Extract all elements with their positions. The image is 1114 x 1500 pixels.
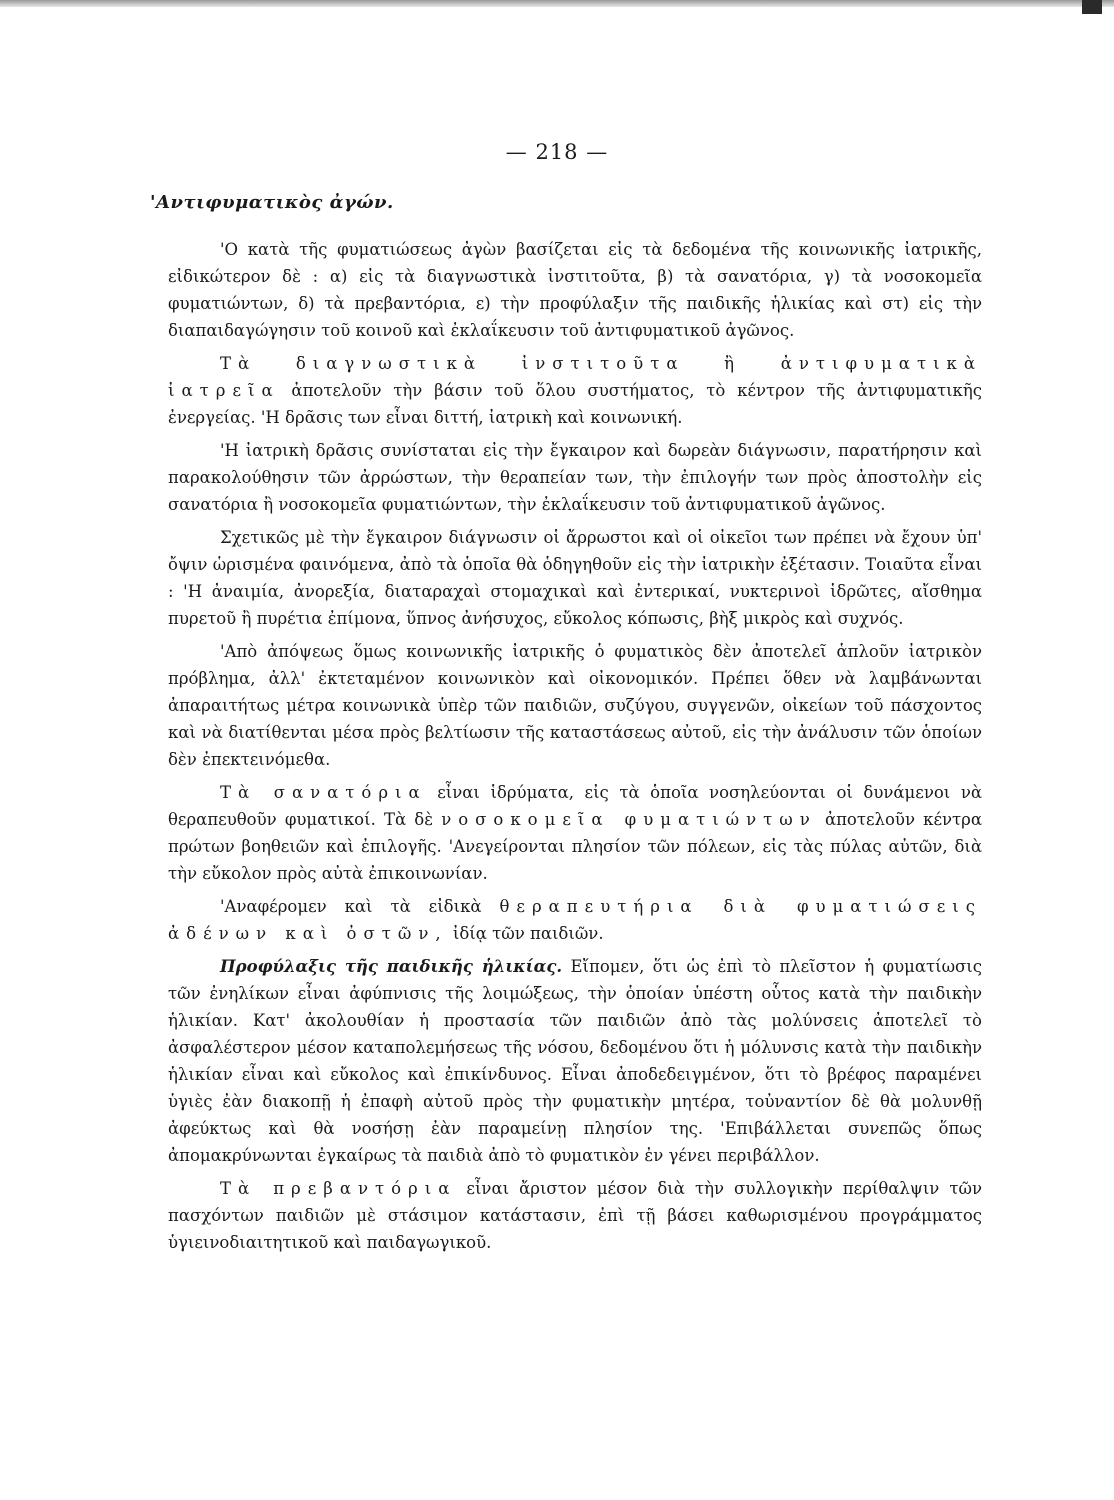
paragraph-text: ἀποτελοῦν τὴν βάσιν τοῦ ὅλου συστήματος, τὸ κέντρον τῆς ἀντιφυματικῆς ἐνεργείας. 'Η δρᾶσις των εἶναι διττή, ἰατρικὴ καὶ κοινωνική.: [168, 381, 982, 427]
paragraph-text: Σχετικῶς μὲ τὴν ἔγκαιρον διάγνωσιν οἱ ἄρρωστοι καὶ οἱ οἰκεῖοι των πρέπει νὰ ἔχουν ὑπ' ὄψιν ὡρισμένα φαινόμενα, ἀπὸ τὰ ὁποῖα θὰ ὁδηγηθοῦν εἰς τὴν ἰατρικὴν ἐξέτασιν. Τοιαῦτα εἶναι : 'Η ἀναιμία, ἀνορεξία, διαταραχαὶ στομαχικαὶ καὶ ἐντερικαί, νυκτερινοὶ ἱδρῶτες, αἴσθημα πυρετοῦ ἢ πυρέτια ἐπίμονα, ὕπνος ἀνήσυχος, εὔκολος κόπωσις, βὴξ μικρὸς καὶ συχνός.: [168, 528, 982, 628]
paragraph-childhood-prophylaxis: [168, 953, 982, 1169]
paragraph-medical-action: [168, 437, 982, 518]
scan-corner-mark: [1082, 0, 1102, 14]
section-title: 'Αντιφυματικὸς ἀγών.: [150, 192, 394, 213]
paragraph-special-clinics: [168, 893, 982, 947]
paragraph-preventoria: [168, 1175, 982, 1256]
run-in-heading: Προφύλαξις τῆς παιδικῆς ἡλικίας.: [220, 957, 563, 976]
paragraph-social-medicine: [168, 638, 982, 773]
paragraph-text: ἰδίᾳ τῶν παιδιῶν.: [447, 924, 604, 943]
spaced-term: Τὰ πρεβαντόρια: [220, 1179, 457, 1198]
paragraph-text: 'Η ἰατρικὴ δρᾶσις συνίσταται εἰς τὴν ἔγκαιρον καὶ δωρεὰν διάγνωσιν, παρατήρησιν καὶ παρακολούθησιν τῶν ἀρρώστων, τὴν θεραπείαν των, τὴν ἐπιλογήν των πρὸς ἀποστολὴν εἰς σανατόρια ἢ νοσοκομεῖα φυματιώντων, τὴν ἐκλαΐκευσιν τοῦ ἀντιφυματικοῦ ἀγῶνος.: [168, 441, 982, 514]
paragraph-text: εἶναι ἄριστον μέσον διὰ τὴν συλλογικὴν περίθαλψιν τῶν πασχόντων παιδιῶν μὲ στάσιμον κατάστασιν, ἐπὶ τῇ βάσει καθωρισμένου προγράμματος ὑγιεινοδιαιτητικοῦ καὶ παιδαγωγικοῦ.: [168, 1179, 982, 1252]
paragraph-text: 'Απὸ ἀπόψεως ὅμως κοινωνικῆς ἰατρικῆς ὁ φυματικὸς δὲν ἀποτελεῖ ἁπλοῦν ἰατρικὸν πρόβλημα, ἀλλ' ἐκτεταμένον κοινωνικὸν καὶ οἰκονομικόν. Πρέπει ὅθεν νὰ λαμβάνωνται ἀπαραιτήτως μέτρα κοινωνικὰ ὑπὲρ τῶν παιδιῶν, συζύγου, συγγενῶν, οἰκείων τοῦ πάσχοντος καὶ νὰ διατίθενται μέσα πρὸς βελτίωσιν τῆς καταστάσεως αὐτοῦ, εἰς τὴν ἀνάλυσιν τῶν ὁποίων δὲν ἐπεκτεινόμεθα.: [168, 642, 982, 769]
spaced-term: Τὰ σανατόρια: [220, 783, 427, 802]
paragraph-text: 'Ο κατὰ τῆς φυματιώσεως ἀγὼν βασίζεται εἰς τὰ δεδομένα τῆς κοινωνικῆς ἰατρικῆς, εἰδικώτερον δὲ : α) εἰς τὰ διαγνωστικὰ ἰνστιτοῦτα, β) τὰ σανατόρια, γ) τὰ νοσοκομεῖα φυματιώντων, δ) τὰ πρεβαντόρια, ε) τὴν προφύλαξιν τῆς παιδικῆς ἡλικίας καὶ στ) εἰς τὴν διαπαιδαγώγησιν τοῦ κοινοῦ καὶ ἐκλαΐκευσιν τοῦ ἀντιφυματικοῦ ἀγῶνος.: [168, 240, 982, 340]
paragraph-sanatoria: [168, 779, 982, 887]
paragraph-diagnostic-institutes: [168, 350, 982, 431]
paragraph-text: ἀποτελοῦν κέντρα πρώτων βοηθειῶν καὶ ἐπιλογῆς. 'Ανεγείρονται πλησίον τῶν πόλεων, εἰς τὰς πύλας αὐτῶν, διὰ τὴν εὔκολον πρὸς αὐτὰ ἐπικοινωνίαν.: [168, 810, 982, 883]
paragraph-text: 'Αναφέρομεν καὶ τὰ εἰδικὰ: [220, 897, 500, 916]
paragraph-text: Εἴπομεν, ὅτι ὡς ἐπὶ τὸ πλεῖστον ἡ φυματίωσις τῶν ἐνηλίκων εἶναι ἀφύπνισις τῆς λοιμώξεως, τὴν ὁποίαν ὑπέστη οὗτος κατὰ τὴν παιδικὴν ἡλικίαν. Κατ' ἀκολουθίαν ἡ προστασία τῶν παιδιῶν ἀπὸ τὰς μολύνσεις ἀποτελεῖ τὸ ἀσφαλέστερον μέσον καταπολεμήσεως τῆς νόσου, δεδομένου ὅτι ἡ μόλυνσις κατὰ τὴν παιδικὴν ἡλικίαν εἶναι καὶ εὔκολος καὶ ἐπικίνδυνος. Εἶναι ἀποδεδειγμένον, ὅτι τὸ βρέφος παραμένει ὑγιὲς ἐὰν διακοπῇ ἡ ἐπαφὴ αὐτοῦ πρὸς τὴν φυματικὴν μητέρα, τοὐναντίον δὲ θὰ μολυνθῇ ἀφεύκτως καὶ θὰ νοσήσῃ ἐὰν παραμείνῃ πλησίον της. 'Επιβάλλεται συνεπῶς ὅπως ἀπομακρύνωνται ἐγκαίρως τὰ παιδιὰ ἀπὸ τὸ φυματικὸν ἐν γένει περιβάλλον.: [168, 957, 982, 1165]
spaced-term: θεραπευτήρια διὰ φυματιώσεις ἀδένων καὶ ὀστῶν,: [168, 897, 982, 943]
paragraph-intro: [168, 236, 982, 344]
paragraph-early-diagnosis: [168, 524, 982, 632]
body-text: [168, 236, 982, 1262]
spaced-term: νοσοκομεῖα φυματιώντων: [441, 810, 817, 829]
paragraph-text: εἶναι ἱδρύματα, εἰς τὰ ὁποῖα νοσηλεύονται οἱ δυνάμενοι νὰ θεραπευθοῦν φυματικοί. Τὰ δὲ: [168, 783, 982, 829]
spaced-term: Τὰ διαγνωστικὰ ἰνστιτοῦτα ἢ ἀντιφυματικὰ ἰατρεῖα: [168, 354, 982, 400]
page-number: — 218 —: [505, 140, 609, 164]
scan-top-edge: [0, 0, 1114, 7]
